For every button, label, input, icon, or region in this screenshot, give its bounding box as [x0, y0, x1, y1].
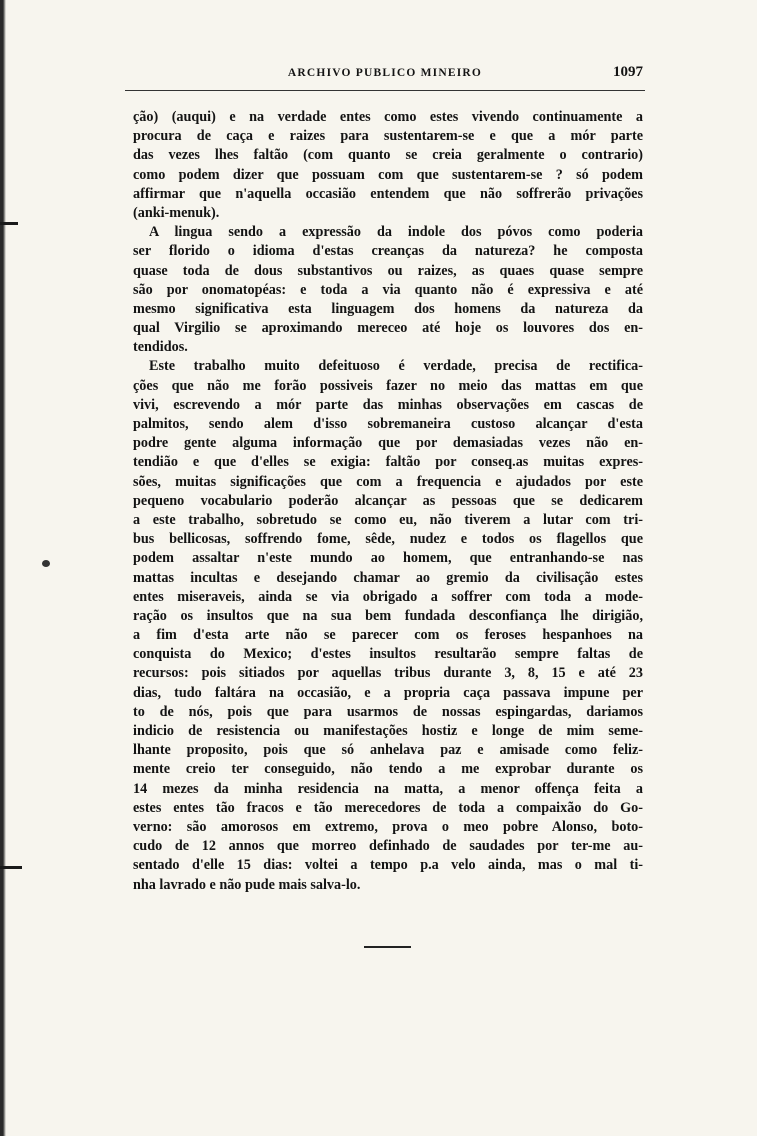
text-line: a este trabalho, sobretudo se como eu, não tiverem a lutar com tri- — [133, 511, 643, 528]
margin-mark — [0, 866, 22, 869]
text-line: Este trabalho muito defeituoso é verdade, precisa de rectifica- — [149, 358, 643, 375]
running-header — [125, 64, 645, 88]
text-line: mattas incultas e desejando chamar ao gremio da civilisação estes — [133, 569, 643, 586]
text-line: sentado d'elle 15 dias: voltei a tempo p.a velo ainda, mas o mal ti- — [133, 857, 643, 874]
text-line: vivi, escrevendo a mór parte das minhas observações em cascas de — [133, 396, 643, 413]
text-line: lhante proposito, pois que só anhelava paz e amisade como feliz- — [133, 742, 643, 759]
text-line: ção) (auqui) e na verdade entes como estes vivendo continuamente a — [133, 109, 643, 125]
text-line: verno: são amorosos em extremo, prova o meo pobre Alonso, boto- — [133, 818, 643, 835]
text-line: mente creio ter conseguido, não tendo a me exprobar durante os — [133, 761, 643, 778]
text-line: nha lavrado e não pude mais salva-lo. — [133, 876, 361, 893]
text-line: a fim d'esta arte não se parecer com os feroses hespanhoes na — [133, 627, 643, 644]
text-line: sões, muitas significações que com a frequencia e ajudados por este — [133, 473, 643, 490]
text-line: 14 mezes da minha residencia na matta, a menor offença feita a — [133, 780, 643, 797]
text-line: podre gente alguma informação que por demasiadas vezes não en- — [133, 435, 643, 452]
text-line: A lingua sendo a expressão da indole dos póvos como poderia — [149, 224, 643, 241]
text-line: estes entes tão fracos e tão merecedores de toda a compaixão do Go- — [133, 799, 643, 816]
text-line: conquista do Mexico; d'estes insultos resultarão sempre faltas de — [133, 646, 643, 663]
text-line: to de nós, pois que para usarmos de nossas espingardas, dariamos — [133, 703, 643, 720]
text-line: cudo de 12 annos que morreo definhado de saudades por ter-me au- — [133, 838, 643, 855]
text-line: affirmar que n'aquella occasião entendem que não soffrerão privações — [133, 185, 643, 202]
text-line: ração os insultos que na sua bem fundada desconfiança lhe dirigião, — [133, 607, 643, 624]
text-line: bus bellicosas, soffrendo fome, sêde, nudez e todos os flagellos que — [133, 531, 643, 548]
header-title: ARCHIVO PUBLICO MINEIRO — [287, 67, 483, 79]
text-line: recursos: pois sitiados por aquellas tribus durante 3, 8, 15 e até 23 — [133, 665, 643, 682]
page-number: 1097 — [613, 64, 643, 80]
text-line: quase toda de dous substantivos ou raizes, as quaes quase sempre — [133, 262, 643, 279]
text-line: ções que não me forão possiveis fazer no meio das mattas em que — [133, 377, 643, 394]
page-binding-edge — [0, 0, 10, 1136]
text-line: indicio de resistencia ou manifestações hostiz e longe de mim seme- — [133, 723, 643, 739]
margin-mark — [0, 222, 18, 225]
text-line: palmitos, sendo alem d'isso sobremaneira custoso alcançar d'esta — [133, 416, 643, 432]
text-line: dias, tudo faltára na occasião, e a propria caça passava impune per — [133, 684, 643, 701]
text-line: qual Virgilio se aproximando mereceo até hoje os louvores dos en- — [133, 320, 643, 337]
header-rule — [125, 90, 645, 91]
closing-rule — [364, 946, 411, 948]
text-line: procura de caça e raizes para sustentarem-se e que a mór parte — [133, 128, 643, 145]
text-line: entes miseraveis, ainda se via obrigado a soffrer com toda a mode- — [133, 588, 643, 605]
text-line: pequeno vocabulario poderão alcançar as pessoas que se dedicarem — [133, 492, 643, 509]
text-line: tendidos. — [133, 339, 188, 356]
body-text — [133, 108, 643, 895]
text-line: como podem dizer que possuam com que sustentarem-se ? só podem — [133, 166, 643, 183]
text-line: ser florido o idioma d'estas creanças da natureza? he composta — [133, 243, 643, 260]
text-line: são por onomatopéas: e toda a via quanto não é expressiva e até — [133, 281, 643, 298]
text-line: podem assaltar n'este mundo ao homem, que entranhando-se nas — [133, 550, 643, 567]
text-line: das vezes lhes faltão (com quanto se creia geralmente o contrario) — [133, 147, 643, 164]
ink-spot — [42, 560, 50, 567]
text-line: (anki-menuk). — [133, 204, 220, 221]
text-line: mesmo significativa esta linguagem dos homens da natureza da — [133, 300, 643, 317]
text-line: tendião e que d'elles se exigia: faltão por conseq.as muitas expres- — [133, 454, 643, 471]
